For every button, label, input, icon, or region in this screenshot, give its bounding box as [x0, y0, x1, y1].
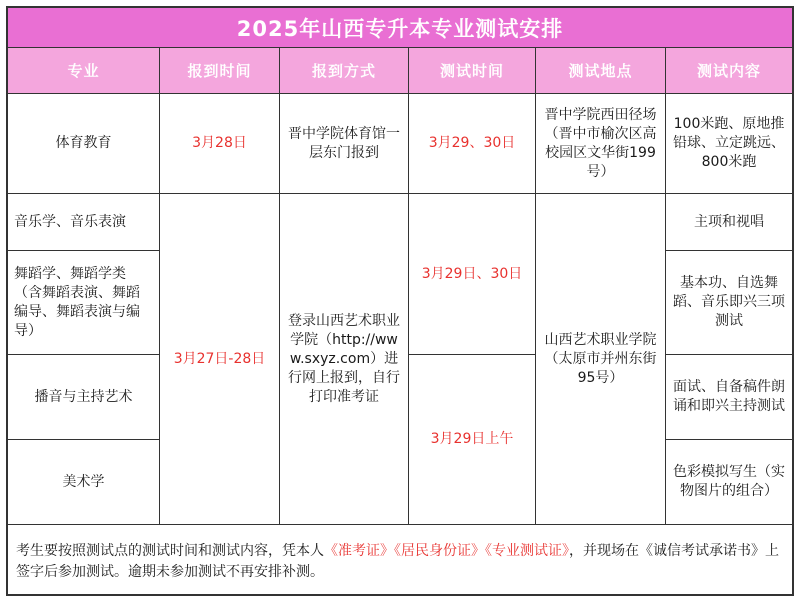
- major-music: 音乐学、音乐表演: [8, 194, 160, 251]
- header-test-content: 测试内容: [666, 48, 792, 94]
- test-content-fine-arts: 色彩模拟写生（实物图片的组合）: [666, 440, 792, 525]
- test-content-dance: 基本功、自选舞蹈、音乐即兴三项测试: [666, 251, 792, 355]
- major-broadcasting: 播音与主持艺术: [8, 355, 160, 440]
- schedule-table: [6, 6, 794, 596]
- header-test-place: 测试地点: [536, 48, 666, 94]
- major-dance: 舞蹈学、舞蹈学类（含舞蹈表演、舞蹈编导、舞蹈表演与编导）: [8, 251, 160, 355]
- note-doc-id-card: 《居民身份证》: [394, 543, 485, 559]
- test-time-pe: 3月29、30日: [409, 94, 536, 194]
- report-time-arts: 3月27日-28日: [160, 194, 280, 525]
- test-content-pe: 100米跑、原地推铅球、立定跳远、800米跑: [666, 94, 792, 194]
- report-time-pe: 3月28日: [160, 94, 280, 194]
- note-text-1: 考生要按照测试点的测试时间和测试内容，凭本人: [16, 543, 324, 559]
- header-report-time: 报到时间: [160, 48, 280, 94]
- header-report-method: 报到方式: [280, 48, 409, 94]
- header-major: 专业: [8, 48, 160, 94]
- page-title: 2025年山西专升本专业测试安排: [8, 8, 792, 48]
- note-text-2: ，并现场在《诚信考试承诺书》上签字后参加测试。逾期未参加测试不再安排补测。: [16, 543, 779, 580]
- test-time-arts-b: 3月29日上午: [409, 355, 536, 525]
- note-doc-test-card: 《专业测试证》: [485, 543, 569, 559]
- test-place-pe: 晋中学院西田径场（晋中市榆次区高校园区文华街199号）: [536, 94, 666, 194]
- report-method-pe: 晋中学院体育馆一层东门报到: [280, 94, 409, 194]
- test-time-arts-a: 3月29日、30日: [409, 194, 536, 355]
- footer-note: [8, 525, 792, 594]
- test-place-arts: 山西艺术职业学院（太原市并州东街95号）: [536, 194, 666, 525]
- note-doc-admission: 《准考证》: [324, 543, 394, 559]
- major-pe: 体育教育: [8, 94, 160, 194]
- test-content-broadcasting: 面试、自备稿件朗诵和即兴主持测试: [666, 355, 792, 440]
- report-method-arts: 登录山西艺术职业学院（http://www.sxyz.com）进行网上报到，自行打印准考证: [280, 194, 409, 525]
- major-fine-arts: 美术学: [8, 440, 160, 525]
- test-content-music: 主项和视唱: [666, 194, 792, 251]
- header-test-time: 测试时间: [409, 48, 536, 94]
